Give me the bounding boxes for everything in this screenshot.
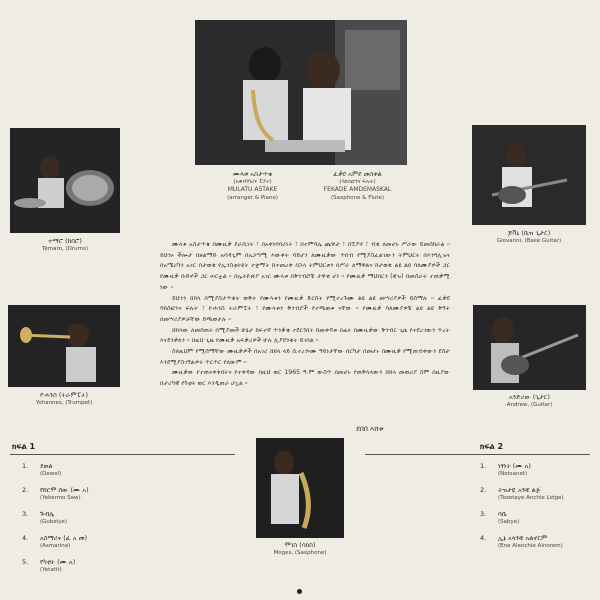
track-item [22, 462, 132, 486]
side2-rule [365, 454, 590, 455]
track-title-en: (Tezetaye Anchie Lidge) [498, 495, 564, 501]
track-item [22, 510, 132, 534]
caption-mulatu-role: (arranger & Piano) [227, 195, 278, 201]
liner-paragraph-1: ሙላቱ አስታጥቄ በሙዚቃ ደራሲነት ፣ በአቀነባባሪነት ፣ በተምሳሌ ጨዋታ ፣ በፒያኖ ፣ ብቁ ለመሆኑ ሥራው ይመሰክራል ። ይህንኑ ችሎታ በዘልማድ አሳዳጊም በአጋጣሚ እውቀት ሳይሆን ለሙዚቃው ጥበብ የሚያስፈልገውን ትምህርት በእንግሊዝና በአሜሪካን አገር በታወቁ የኢንስቲትዩት ተቋማት ከተመረቀ በኋላ ትምህርቱን በሥራ ለማዋልና ከታወቁ ልዩ ልዩ ባለሙያዎች ጋር የሙዚቃ ቡድኖች ጋር ሠርቷል ። በኢትዮጵያ አገር ሙላቱ በቅንብሮቹ ታዋቂ ሆነ ። የሙዚቃ ማህበርን (ጃዝ) በመስራት ተጠቃሚ ነው ። [160, 241, 450, 291]
caption-temaro [10, 237, 120, 253]
track-item [480, 510, 590, 534]
center-dot [297, 589, 302, 594]
caption-fekade-am: ፈቃደ አምደ መስቀል [333, 170, 382, 178]
caption-temaro-am: ተማሮ (ከበሮ) [48, 237, 82, 245]
track-number: 2. [480, 486, 487, 494]
track-item [480, 486, 590, 510]
track-number: 3. [22, 510, 29, 518]
photo-mulatu-fekade [195, 20, 407, 165]
side1-heading: ክፍል 1 [12, 442, 36, 451]
track-title-am: የከርሞ ሰው (ሙ አ) [40, 486, 89, 494]
track-item [480, 534, 590, 558]
track-title-en: (Dewol) [40, 471, 62, 477]
track-item [22, 558, 132, 582]
caption-mulatu-name: MULATU ASTAKE [227, 186, 278, 193]
track-title-am: ሳቤ [498, 510, 507, 518]
track-number: 3. [480, 510, 487, 518]
caption-fekade-role-am: (ሳክስፎንና ፍሉት) [339, 179, 376, 185]
liner-notes [160, 240, 450, 390]
track-title-am: ደወል [40, 462, 53, 470]
photo-andrew [473, 305, 586, 390]
caption-yohannes-am: ዮሐንስ (ትራምፔት) [39, 391, 89, 399]
caption-yohannes [8, 391, 120, 407]
track-number: 5. [22, 558, 29, 566]
track-title-en: (Yetatit) [40, 567, 62, 573]
liner-paragraph-2: ይህንን ሸክላ በሚያስታጥቁት ወቅት የሙላቱን የሙዚቃ ድርሰት የሚተረጉሙ ልዩ ልዩ መሣሪያዎች ይሰማሉ ። ፈቃደ ሳክስፎንና ፍሉት ፣ ዮሐንስ ትራምፔት ፣ የሙላቱን ቅንብሮች የተጫወቱ ናቸው ። የሙዚቃ ባለሙያዎቹ ልዩ ልዩ ቅኝት በመሣሪያዎቻቸው ይጫወታሉ ። [160, 294, 450, 323]
track-title-en: (Sabye) [498, 519, 520, 525]
caption-fekade [305, 170, 410, 202]
track-title-am: ትዝታዬ አንቺ ልጅ [498, 486, 541, 494]
track-number: 4. [22, 534, 29, 542]
liner-paragraph-3: ሸክላው ለመሰጠት በሚያመች ሁኔታ ከፍተኛ ጥንቃቄ ተደርጎበት ከመቀዳቱ በፊት በሙዚቃው ቅንብር ጊዜ የተደረገውን ጥረት እናደንቃለን ። በዚህ ጊዜ የሙዚቃ አፍቃሪዎች ሁሉ ሊያደንቁት ይገባል ። [160, 326, 450, 345]
track-item [480, 462, 590, 486]
track-title-am: አስማሪና (ፈ አ መ) [40, 534, 87, 542]
track-title-en: (Gubelye) [40, 519, 68, 525]
track-title-en: (Asmarina) [40, 543, 71, 549]
photo-giovanni [472, 125, 586, 225]
side1-tracklist [22, 462, 132, 582]
liner-paragraph-4: ስለዚህም የሚሰማቸው ሙዚቃዎች በአገሪ ሸክላ ላይ ሲተረጐሙ ዓይነታቸው በርካታ በመሆኑ በሙዚቃ የሚጠብቀውን ደስታ እንደሚያስገኝልዎት ጥርጥር የለውም ። [160, 348, 450, 366]
photo-temaro [10, 128, 120, 233]
track-item [22, 534, 132, 558]
track-title-en: (Yekermo Saw) [40, 495, 81, 501]
track-title-am: የካቲት (ሙ አ) [40, 558, 76, 566]
caption-giovanni-am: ጆቫኒ (ቤዝ ጊታር) [507, 229, 551, 237]
track-item [22, 486, 132, 510]
caption-moges [250, 541, 350, 557]
caption-mulatu-role-am: (አቀነባባሪና ፒያኖ) [233, 179, 272, 185]
caption-andrew [473, 393, 586, 409]
caption-fekade-name: FEKADE AMDEMASKAL [323, 186, 392, 193]
track-title-am: ነፃነት (ሙ አ) [498, 462, 531, 470]
caption-temaro-en: Temaro, (Drums) [41, 246, 89, 252]
track-number: 1. [480, 462, 487, 470]
photo-moges [256, 438, 344, 538]
caption-giovanni-en: Giovanni, (Base Guitar) [496, 238, 562, 244]
liner-paragraph-5: ሙዚቃው የተጠናቀቀበትና የተቀዳው በዚህ ወር 1965 ዓ.ም ውስጥ በመሆኑ የጠቅላላውን ሸክላ መጠሪያ ስም በዚያው በታሪካዊ የካቲት ወር እንዲጠራ ሆኗል ። [160, 369, 450, 388]
caption-giovanni [472, 229, 586, 245]
track-title-en: (Netsanet) [498, 471, 528, 477]
track-title-am: ኢኔ አላንቺ አልኖርም [498, 534, 548, 542]
track-title-am: ጉብሌ [40, 510, 55, 518]
track-number: 2. [22, 486, 29, 494]
caption-andrew-en: Andrew, (Guitar) [506, 402, 553, 408]
side2-tracklist [480, 462, 590, 558]
caption-fekade-role: (Saxphone & Flute) [330, 195, 385, 201]
caption-mulatu-am: ሙላቱ አስታጥቄ [232, 170, 273, 178]
liner-signature: ደበበ እሸቱ [356, 425, 384, 433]
track-number: 4. [480, 534, 487, 542]
side2-heading: ክፍል 2 [480, 442, 504, 451]
caption-mulatu [205, 170, 300, 202]
side1-rule [10, 454, 235, 455]
caption-moges-am: ሞገስ (ሳክስ) [284, 541, 316, 549]
track-number: 1. [22, 462, 29, 470]
caption-yohannes-en: Yohannes, (Trumpet) [35, 400, 93, 406]
caption-andrew-am: አንድሪው (ጊታር) [508, 393, 551, 401]
track-title-en: (Ene Alanchie Alnorem) [498, 543, 563, 549]
photo-yohannes [8, 305, 120, 387]
caption-moges-en: Moges, (Saxphone) [273, 550, 327, 556]
